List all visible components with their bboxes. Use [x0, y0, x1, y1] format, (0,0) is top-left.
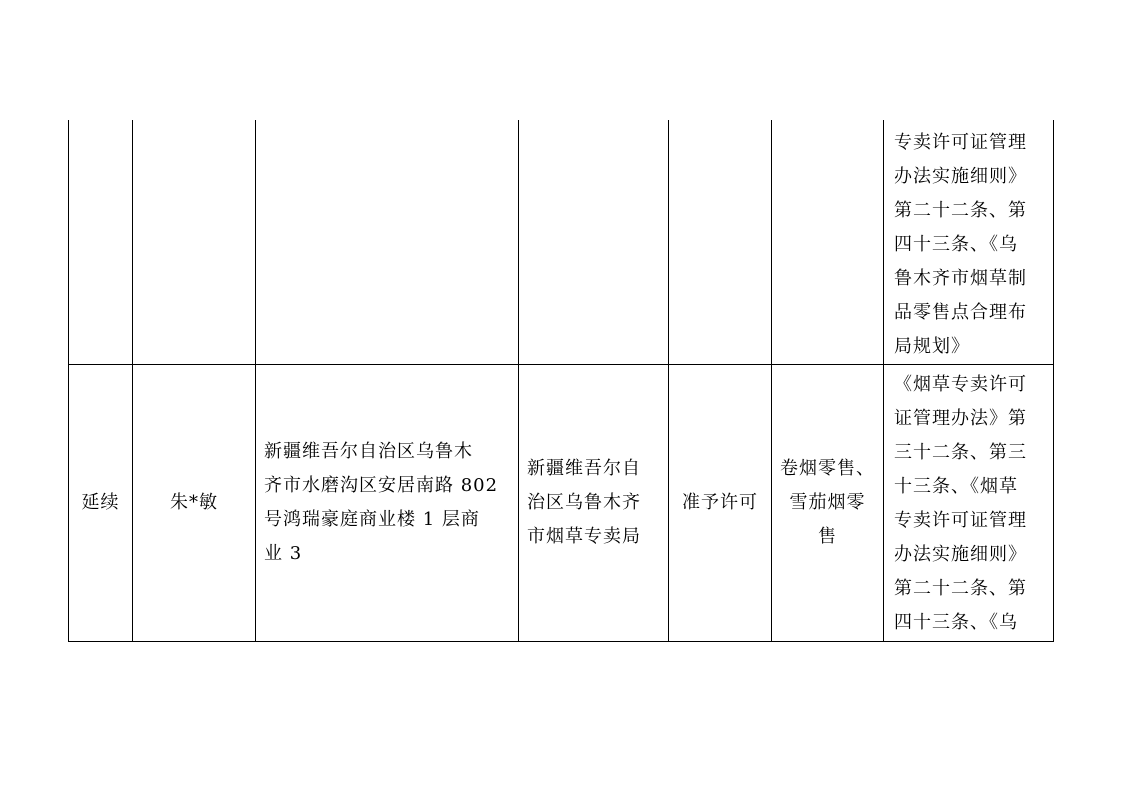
basis-line: 四十三条、《乌 — [894, 612, 1018, 633]
authority-line: 治区乌鲁木齐 — [527, 492, 641, 513]
basis-line: 鲁木齐市烟草制 — [894, 268, 1027, 289]
authority-line: 市烟草专卖局 — [527, 526, 641, 547]
table-row-continued — [69, 120, 1054, 365]
cell-address — [256, 365, 519, 642]
basis-line: 品零售点合理布 — [894, 302, 1027, 323]
cell-decision-empty — [669, 120, 772, 365]
cell-scope-empty — [772, 120, 884, 365]
cell-name: 朱*敏 — [133, 365, 256, 642]
cell-basis-continued — [884, 120, 1054, 365]
cell-name-empty — [133, 120, 256, 365]
authority-line: 新疆维吾尔自 — [527, 458, 641, 479]
basis-line: 《烟草专卖许可 — [894, 374, 1027, 395]
scope-line: 卷烟零售、 — [780, 458, 875, 479]
table-row-main — [69, 365, 1054, 642]
basis-line: 三十二条、第三 — [894, 442, 1027, 463]
cell-authority — [519, 365, 669, 642]
basis-line: 四十三条、《乌 — [894, 234, 1018, 255]
basis-line: 十三条、《烟草 — [894, 476, 1018, 497]
cell-authority-empty — [519, 120, 669, 365]
basis-line: 局规划》 — [894, 336, 970, 357]
address-line: 业 3 — [264, 543, 303, 564]
cell-type-empty — [69, 120, 133, 365]
basis-line: 专卖许可证管理 — [894, 510, 1027, 531]
basis-line: 第二十二条、第 — [894, 578, 1027, 599]
scope-line: 售 — [818, 526, 837, 547]
scope-line: 雪茄烟零 — [789, 492, 866, 513]
basis-line: 办法实施细则》 — [894, 166, 1027, 187]
cell-basis — [884, 365, 1054, 642]
cell-scope — [772, 365, 884, 642]
license-table — [68, 120, 1054, 642]
cell-address-empty — [256, 120, 519, 365]
address-line: 号鸿瑞豪庭商业楼 1 层商 — [264, 509, 480, 530]
basis-line: 第二十二条、第 — [894, 200, 1027, 221]
cell-type: 延续 — [69, 365, 133, 642]
basis-line: 专卖许可证管理 — [894, 132, 1027, 153]
cell-decision: 准予许可 — [669, 365, 772, 642]
address-line: 新疆维吾尔自治区乌鲁木 — [264, 441, 473, 462]
basis-line: 证管理办法》第 — [894, 408, 1027, 429]
address-line: 齐市水磨沟区安居南路 802 — [264, 475, 499, 496]
basis-line: 办法实施细则》 — [894, 544, 1027, 565]
